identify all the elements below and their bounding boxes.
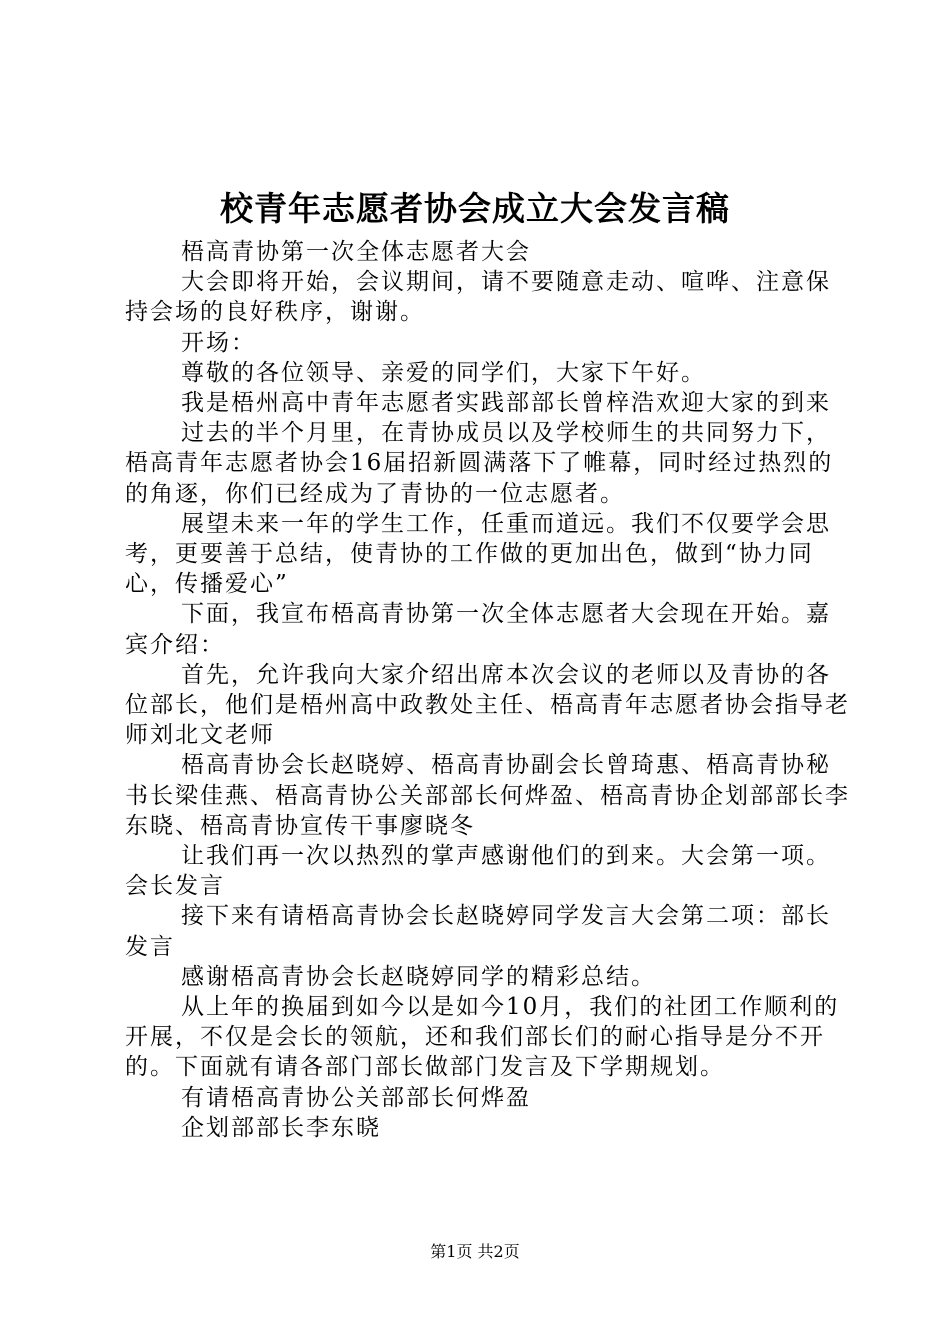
- paragraph: 梧高青协第一次全体志愿者大会: [181, 239, 531, 265]
- page-footer: 第1页 共2页: [430, 1242, 520, 1261]
- paragraph: 梧高青协会长赵晓婷、梧高青协副会长曾琦惠、梧高青协秘书长梁佳燕、梧高青协公关部部长何烨盈、梧高青协企划部部长李东晓、梧高青协宣传干事廖晓冬: [125, 752, 850, 839]
- paragraph: 开场：: [181, 329, 256, 356]
- paragraph: 大会即将开始，会议期间，请不要随意走动、喧哗、注意保持会场的良好秩序，谢谢。: [125, 269, 831, 326]
- paragraph: 展望未来一年的学生工作，任重而道远。我们不仅要学会思考，更要善于总结，使青协的工作做的更加出色，做到“协力同心，传播爱心”: [125, 510, 831, 598]
- paragraph: 企划部部长李东晓: [181, 1114, 381, 1141]
- paragraph: 过去的半个月里，在青协成员以及学校师生的共同努力下，梧高青年志愿者协会16届招新圆满落下了帷幕，同时经过热烈的的角逐，你们已经成为了青协的一位志愿者。: [125, 420, 834, 507]
- paragraph: 首先，允许我向大家介绍出席本次会议的老师以及青协的各位部长，他们是梧州高中政教处主任、梧高青年志愿者协会指导老师刘北文老师: [125, 661, 850, 749]
- paragraph: 从上年的换届到如今以是如今10月，我们的社团工作顺利的开展，不仅是会长的领航，还和我们部长们的耐心指导是分不开的。下面就有请各部门部长做部门发言及下学期规划。: [125, 994, 840, 1081]
- paragraph: 有请梧高青协公关部部长何烨盈: [181, 1084, 531, 1111]
- paragraph: 感谢梧高青协会长赵晓婷同学的精彩总结。: [181, 963, 656, 990]
- paragraph: 我是梧州高中青年志愿者实践部部长曾梓浩欢迎大家的到来: [181, 390, 831, 417]
- paragraph: 尊敬的各位领导、亲爱的同学们，大家下午好。: [181, 359, 706, 386]
- paragraph: 下面，我宣布梧高青协第一次全体志愿者大会现在开始。嘉宾介绍：: [125, 601, 831, 658]
- document-body: [125, 237, 851, 1143]
- paragraph: 让我们再一次以热烈的掌声感谢他们的到来。大会第一项。会长发言: [125, 843, 831, 900]
- document-title: 校青年志愿者协会成立大会发言稿: [220, 189, 730, 228]
- paragraph: 接下来有请梧高青协会长赵晓婷同学发言大会第二项：部长发言: [125, 903, 831, 960]
